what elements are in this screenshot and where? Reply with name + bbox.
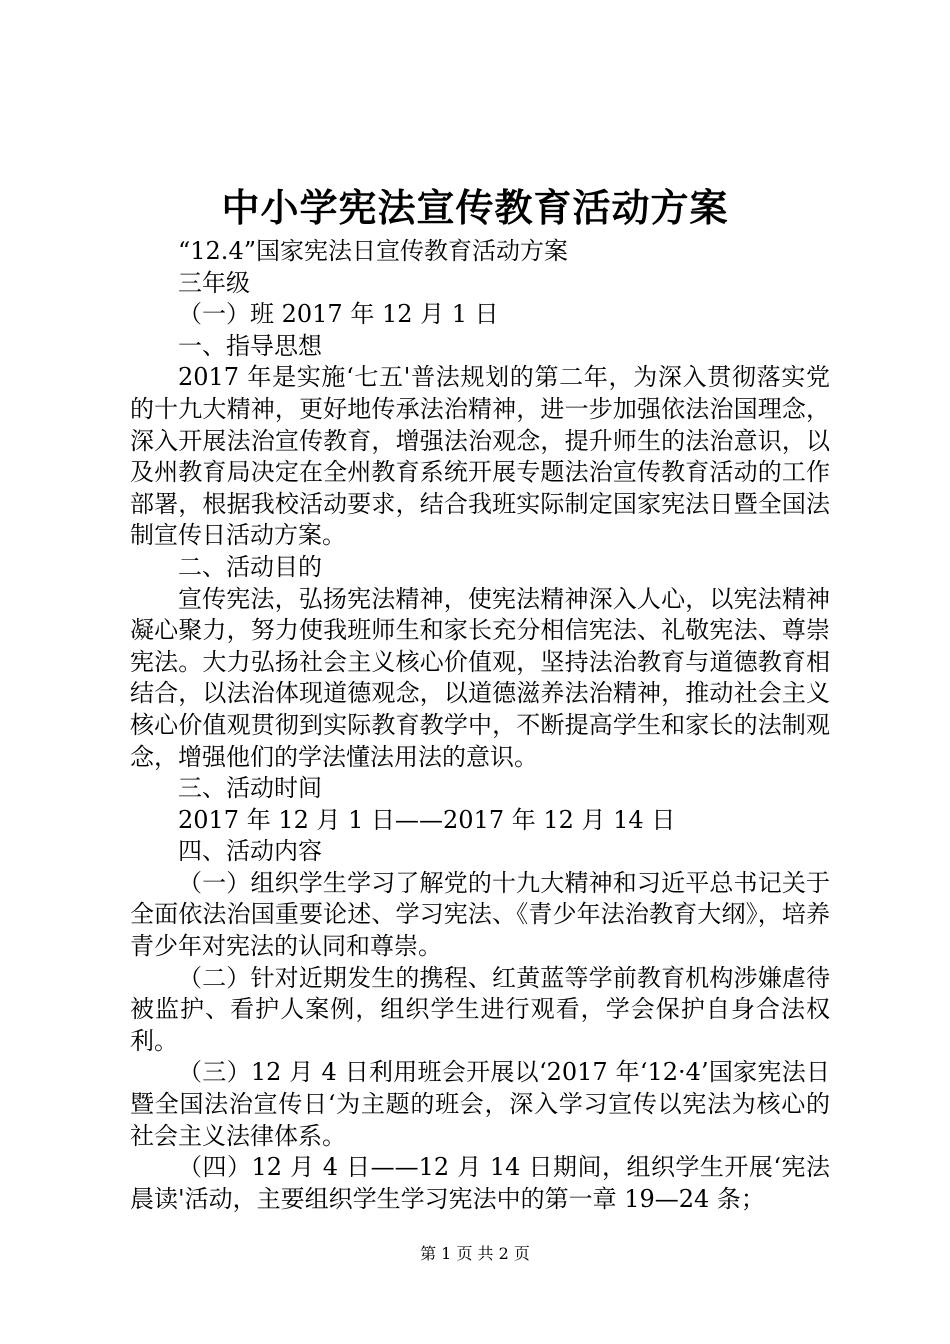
paragraph-class-date: （一）班 2017 年 12 月 1 日 (178, 300, 499, 329)
heading-activity-time: 三、活动时间 (178, 774, 322, 803)
heading-guiding-thought: 一、指导思想 (178, 331, 322, 360)
paragraph-content-3: （三）12 月 4 日利用班会开展以‘2017 年‘12·4’国家宪法日暨全国法治宣传日‘为主题的班会，深入学习宣传以宪法为核心的社会主义法律体系。 (130, 1058, 830, 1150)
page-footer: 第 1 页 共 2 页 (420, 1244, 530, 1263)
paragraph-activity-purpose: 宣传宪法，弘扬宪法精神，使宪法精神深入人心，以宪法精神凝心聚力，努力使我班师生和家长充分相信宪法、礼敬宪法、尊崇宪法。大力弘扬社会主义核心价值观，坚持法治教育与道德教育相结合，以法治体现道德观念，以道德滋养法治精神，推动社会主义核心价值观贯彻到实际教育教学中，不断提高学生和家长的法制观念，增强他们的学法懂法用法的意识。 (130, 584, 830, 771)
heading-activity-content: 四、活动内容 (178, 837, 322, 866)
document-body (130, 236, 830, 1215)
heading-activity-purpose: 二、活动目的 (178, 552, 322, 581)
paragraph-activity-time: 2017 年 12 月 1 日——2017 年 12 月 14 日 (178, 805, 676, 834)
paragraph-content-2: （二）针对近期发生的携程、红黄蓝等学前教育机构涉嫌虐待被监护、看护人案例，组织学生进行观看，学会保护自身合法权利。 (130, 963, 830, 1055)
paragraph-subtitle: “12.4”国家宪法日宣传教育活动方案 (178, 237, 568, 265)
paragraph-grade: 三年级 (178, 268, 250, 297)
paragraph-content-4: （四）12 月 4 日——12 月 14 日期间，组织学生开展‘宪法晨读'活动，主要组织学生学习宪法中的第一章 19—24 条； (130, 1153, 830, 1213)
paragraph-content-1: （一）组织学生学习了解党的十九大精神和习近平总书记关于全面依法治国重要论述、学习宪法、《青少年法治教育大纲》，培养青少年对宪法的认同和尊崇。 (130, 868, 830, 961)
document-title: 中小学宪法宣传教育活动方案 (221, 185, 729, 230)
paragraph-guiding-thought: 2017 年是实施‘七五'普法规划的第二年，为深入贯彻落实党的十九大精神，更好地传承法治精神，进一步加强依法治国理念，深入开展法治宣传教育，增强法治观念，提升师生的法治意识，以及州教育局决定在全州教育系统开展专题法治宣传教育活动的工作部署，根据我校活动要求，结合我班实际制定国家宪法日暨全国法制宣传日活动方案。 (130, 363, 830, 550)
